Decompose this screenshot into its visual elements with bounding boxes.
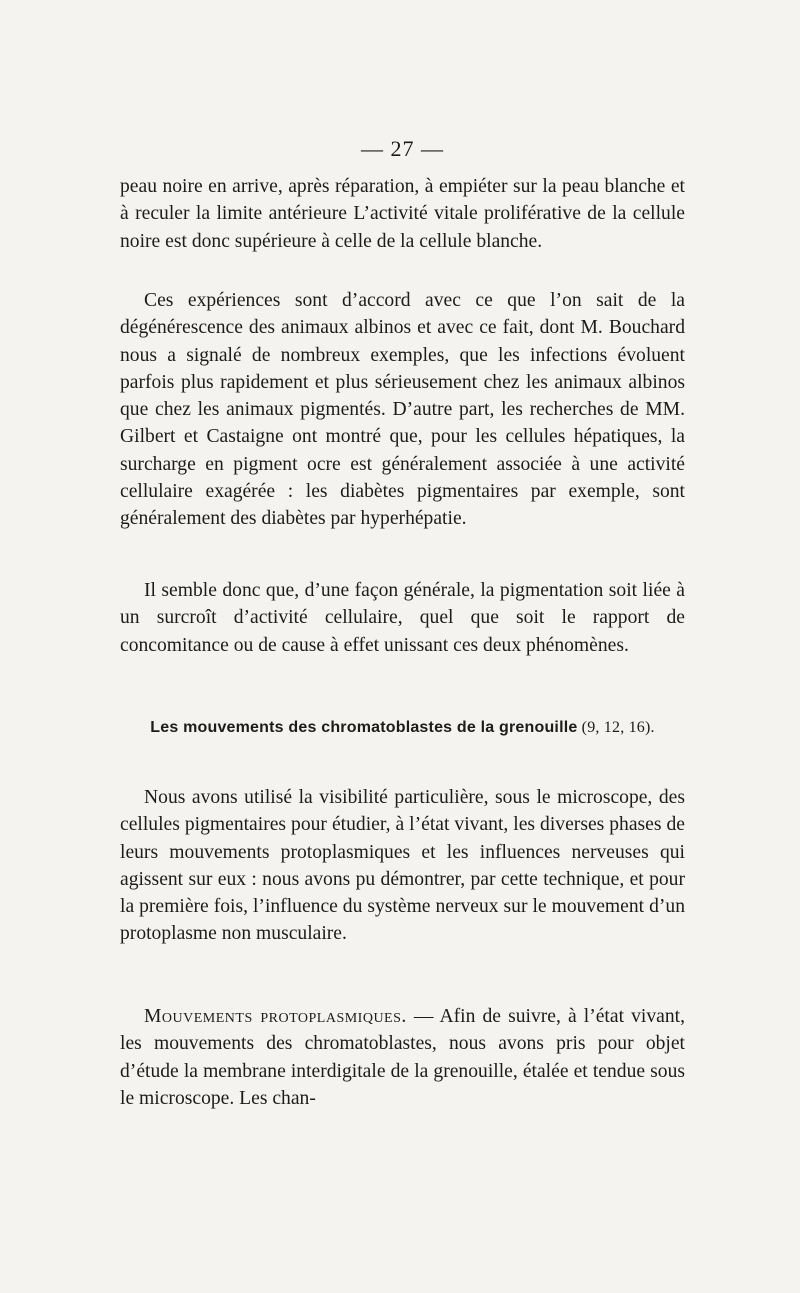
paragraph-pigmentation	[120, 577, 685, 659]
paragraph-text: Ces expériences sont d’accord avec ce que l’on sait de la dégénérescence des animaux albinos et avec ce fait, dont M. Bouchard nous a signalé de nombreux exemples, que les infections évoluent parfois plus rapidement et plus sérieusement chez les animaux albinos que chez les animaux pigmentés. D’autre part, les recherches de MM. Gilbert et Castaigne ont montré que, pour les cellules hépatiques, la surcharge en pigment ocre est généralement associée à une activité cellulaire exagérée : les diabètes pigmentaires par exemple, sont généralement des diabètes par hyperhépatie.	[120, 290, 685, 530]
paragraph-continuation	[120, 173, 685, 255]
section-references: (9, 12, 16).	[577, 719, 655, 736]
paragraph-text: — Afin de suivre, à l’état vivant, les mouvements des chromatoblastes, nous avons pris pour objet d’étude la membrane interdigitale de la grenouille, étalée et tendue sous le microscope. Les chan-	[120, 1006, 685, 1109]
paragraph-visibility	[120, 784, 685, 948]
paragraph-text: Nous avons utilisé la visibilité particulière, sous le microscope, des cellules pigmentaires pour étudier, à l’état vivant, les diverses phases de leurs mouvements protoplasmiques et les influences nerveuses qui agissent sur eux : nous avons pu démontrer, par cette technique, et pour la première fois, l’influence du système nerveux sur le mouvement d’un protoplasme non musculaire.	[120, 787, 685, 945]
run-in-heading: Mouvements protoplasmiques.	[144, 1006, 407, 1027]
paragraph-text: Il semble donc que, d’une façon générale, la pigmentation soit liée à un surcroît d’activité cellulaire, quel que soit le rapport de concomitance ou de cause à effet unissant ces deux phénomènes.	[120, 580, 685, 656]
page-number: — 27 —	[361, 136, 444, 161]
paragraph-protoplasmic-movements	[120, 1003, 685, 1112]
section-heading	[120, 716, 685, 740]
paragraph-experiments	[120, 287, 685, 533]
section-title: Les mouvements des chromatoblastes de la grenouille	[150, 719, 578, 736]
paragraph-text: peau noire en arrive, après réparation, à empiéter sur la peau blanche et à reculer la limite antérieure L’activité vitale proliférative de la cellule noire est donc supérieure à celle de la cellule blanche.	[120, 176, 685, 252]
